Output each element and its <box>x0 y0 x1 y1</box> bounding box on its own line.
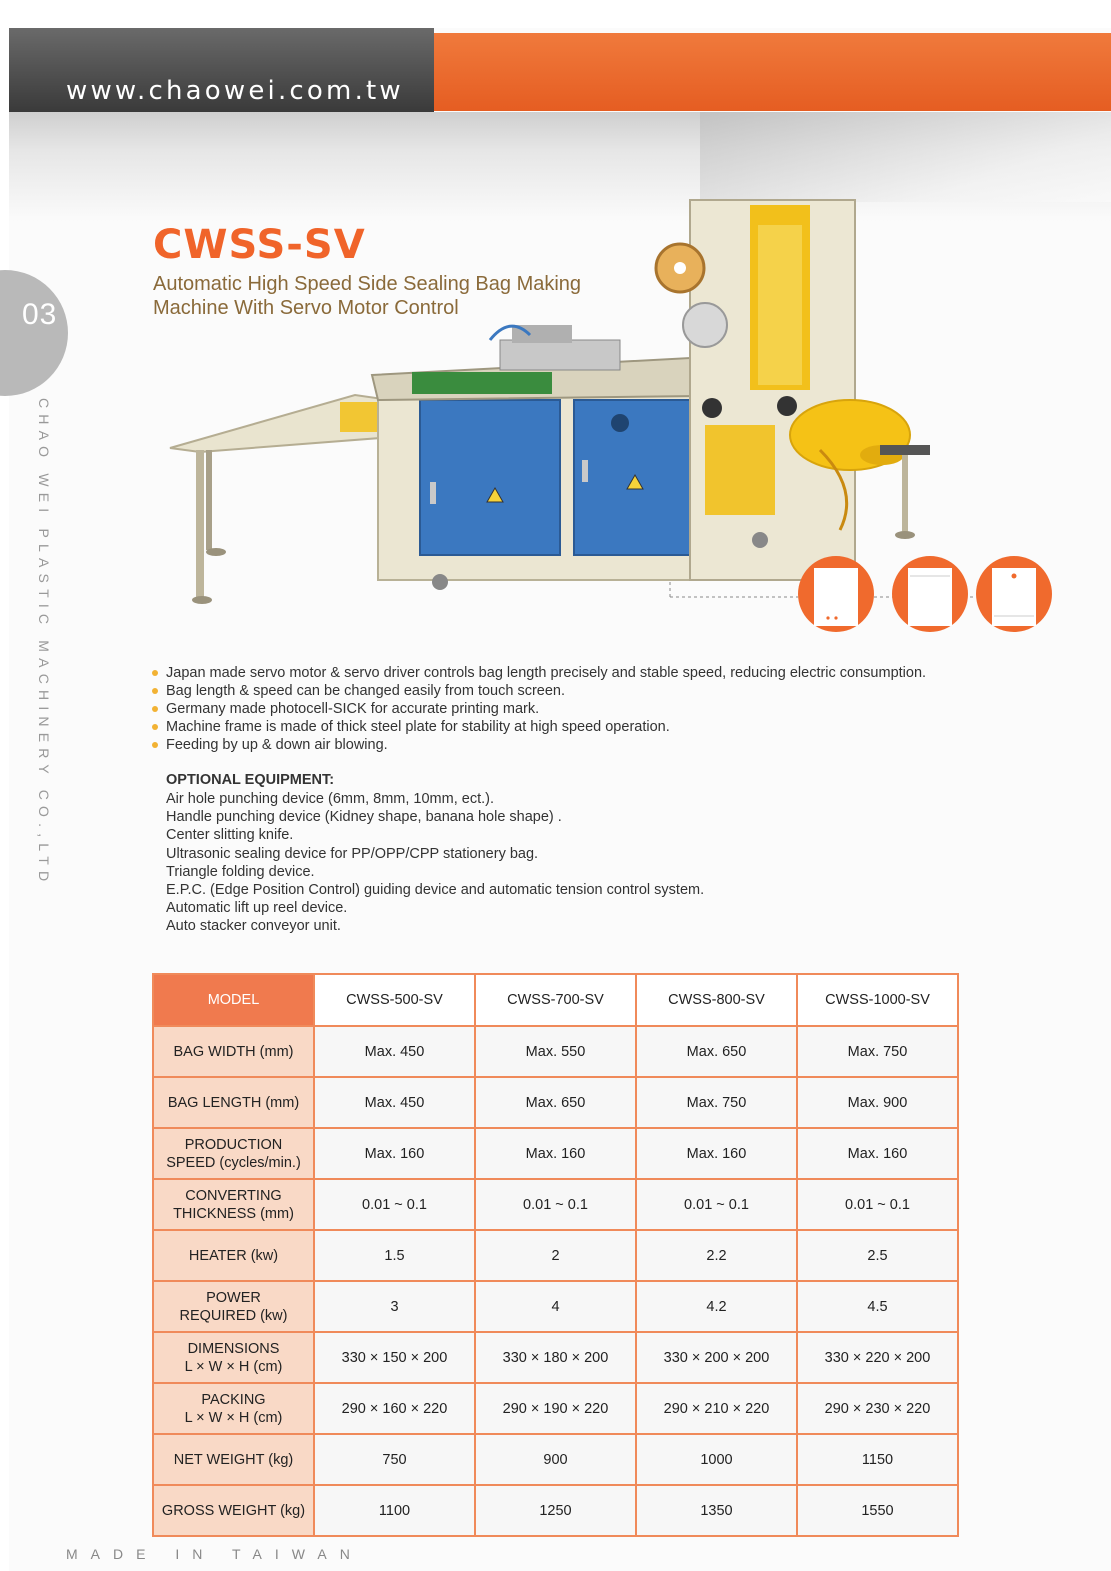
bag-samples <box>668 552 1058 642</box>
product-subtitle-line1: Automatic High Speed Side Sealing Bag Making <box>153 273 582 295</box>
website-url[interactable]: www.chaowei.com.tw <box>66 76 404 106</box>
spec-row-label <box>153 1485 314 1536</box>
company-name-vertical: CHAO WEI PLASTIC MACHINERY CO.,LTD <box>36 398 52 888</box>
spec-row <box>153 1383 958 1434</box>
spec-cell: 2.5 <box>797 1230 958 1281</box>
spec-cell: 1550 <box>797 1485 958 1536</box>
spec-cell: 900 <box>475 1434 636 1485</box>
spec-cell: 0.01 ~ 0.1 <box>314 1179 475 1230</box>
spec-row-label <box>153 1434 314 1485</box>
spec-row <box>153 1434 958 1485</box>
spec-cell: 4.2 <box>636 1281 797 1332</box>
spec-cell: Max. 160 <box>636 1128 797 1179</box>
spec-cell: Max. 160 <box>314 1128 475 1179</box>
spec-row-label <box>153 1026 314 1077</box>
spec-row <box>153 1077 958 1128</box>
optional-item: Triangle folding device. <box>166 863 315 880</box>
spec-cell: Max. 750 <box>797 1026 958 1077</box>
spec-label-line: GROSS WEIGHT (kg) <box>161 1502 306 1519</box>
spec-cell: 1150 <box>797 1434 958 1485</box>
spec-cell: 1.5 <box>314 1230 475 1281</box>
feature-item: Machine frame is made of thick steel plate for stability at high speed operation. <box>150 718 926 736</box>
header-gradient-highlight <box>700 112 1111 202</box>
bag-sample-3 <box>976 556 1052 632</box>
spec-header-model: MODEL <box>153 974 314 1026</box>
optional-item: Auto stacker conveyor unit. <box>166 918 341 935</box>
optional-item: Ultrasonic sealing device for PP/OPP/CPP stationery bag. <box>166 845 539 862</box>
spec-cell: 1000 <box>636 1434 797 1485</box>
feature-item: Japan made servo motor & servo driver controls bag length precisely and stable speed, reducing electric consumption. <box>150 664 926 682</box>
feature-list <box>150 664 926 754</box>
spec-cell: Max. 450 <box>314 1077 475 1128</box>
spec-row-label <box>153 1230 314 1281</box>
spec-label-line: L × W × H (cm) <box>184 1409 283 1426</box>
spec-row <box>153 1281 958 1332</box>
made-in-taiwan: MADE IN TAIWAN <box>66 1546 363 1562</box>
spec-cell: Max. 900 <box>797 1077 958 1128</box>
spec-cell: 0.01 ~ 0.1 <box>636 1179 797 1230</box>
product-title: CWSS-SV <box>153 222 366 268</box>
feature-item: Bag length & speed can be changed easily from touch screen. <box>150 682 926 700</box>
spec-row-label <box>153 1077 314 1128</box>
optional-item: Center slitting knife. <box>166 827 294 844</box>
spec-row <box>153 1026 958 1077</box>
spec-row <box>153 1179 958 1230</box>
spec-row-label <box>153 1281 314 1332</box>
spec-header-row <box>153 974 958 1026</box>
spec-cell: 1350 <box>636 1485 797 1536</box>
spec-row-label <box>153 1332 314 1383</box>
spec-cell: 290 × 160 × 220 <box>314 1383 475 1434</box>
optional-item: Air hole punching device (6mm, 8mm, 10mm, ect.). <box>166 791 494 807</box>
spec-cell: 330 × 220 × 200 <box>797 1332 958 1383</box>
spec-label-line: NET WEIGHT (kg) <box>173 1451 294 1468</box>
spec-row-label <box>153 1128 314 1179</box>
spec-cell: 3 <box>314 1281 475 1332</box>
spec-row <box>153 1332 958 1383</box>
optional-item: E.P.C. (Edge Position Control) guiding device and automatic tension control system. <box>166 882 705 899</box>
spec-cell: 330 × 200 × 200 <box>636 1332 797 1383</box>
bag-sample-1 <box>798 556 874 632</box>
spec-cell: 330 × 150 × 200 <box>314 1332 475 1383</box>
spec-row <box>153 1230 958 1281</box>
spec-label-line: PRODUCTION <box>184 1136 283 1153</box>
spec-label-line: THICKNESS (mm) <box>173 1205 294 1222</box>
header-band-orange <box>434 33 1111 111</box>
spec-model-name: CWSS-700-SV <box>475 974 636 1026</box>
spec-label-line: PACKING <box>201 1391 266 1408</box>
spec-label-line: DIMENSIONS <box>187 1340 280 1357</box>
spec-cell: 750 <box>314 1434 475 1485</box>
spec-label-line: L × W × H (cm) <box>184 1358 283 1375</box>
spec-cell: Max. 550 <box>475 1026 636 1077</box>
product-subtitle-line2: Machine With Servo Motor Control <box>153 297 459 319</box>
spec-table <box>152 973 959 1537</box>
spec-cell: 290 × 210 × 220 <box>636 1383 797 1434</box>
spec-cell: 4.5 <box>797 1281 958 1332</box>
spec-cell: 2 <box>475 1230 636 1281</box>
spec-cell: Max. 650 <box>475 1077 636 1128</box>
spec-cell: Max. 650 <box>636 1026 797 1077</box>
spec-model-name: CWSS-1000-SV <box>797 974 958 1026</box>
spec-cell: Max. 160 <box>475 1128 636 1179</box>
spec-row-label <box>153 1179 314 1230</box>
spec-cell: 290 × 190 × 220 <box>475 1383 636 1434</box>
spec-label-line: SPEED (cycles/min.) <box>166 1154 301 1171</box>
spec-cell: 2.2 <box>636 1230 797 1281</box>
spec-model-name: CWSS-800-SV <box>636 974 797 1026</box>
spec-cell: 0.01 ~ 0.1 <box>475 1179 636 1230</box>
bag-sample-2 <box>892 556 968 632</box>
spec-cell: 290 × 230 × 220 <box>797 1383 958 1434</box>
feature-item: Germany made photocell-SICK for accurate printing mark. <box>150 700 926 718</box>
optional-item: Handle punching device (Kidney shape, banana hole shape) . <box>166 809 562 826</box>
optional-equipment-list <box>166 790 704 936</box>
spec-cell: 330 × 180 × 200 <box>475 1332 636 1383</box>
spec-cell: 1250 <box>475 1485 636 1536</box>
optional-equipment-title: OPTIONAL EQUIPMENT: <box>166 772 335 788</box>
spec-label-line: REQUIRED (kw) <box>179 1307 288 1324</box>
feature-item: Feeding by up & down air blowing. <box>150 736 926 754</box>
spec-row <box>153 1485 958 1536</box>
spec-label-line: BAG WIDTH (mm) <box>173 1043 294 1060</box>
spec-cell: Max. 750 <box>636 1077 797 1128</box>
spec-cell: Max. 160 <box>797 1128 958 1179</box>
spec-label-line: POWER <box>206 1289 261 1306</box>
spec-label-line: BAG LENGTH (mm) <box>167 1094 300 1111</box>
spec-cell: 1100 <box>314 1485 475 1536</box>
spec-cell: 4 <box>475 1281 636 1332</box>
spec-label-line: HEATER (kw) <box>188 1247 279 1264</box>
optional-item: Automatic lift up reel device. <box>166 900 348 917</box>
spec-row <box>153 1128 958 1179</box>
page-number: 03 <box>22 298 58 331</box>
spec-cell: 0.01 ~ 0.1 <box>797 1179 958 1230</box>
spec-row-label <box>153 1383 314 1434</box>
spec-model-name: CWSS-500-SV <box>314 974 475 1026</box>
spec-label-line: CONVERTING <box>185 1187 282 1204</box>
spec-cell: Max. 450 <box>314 1026 475 1077</box>
